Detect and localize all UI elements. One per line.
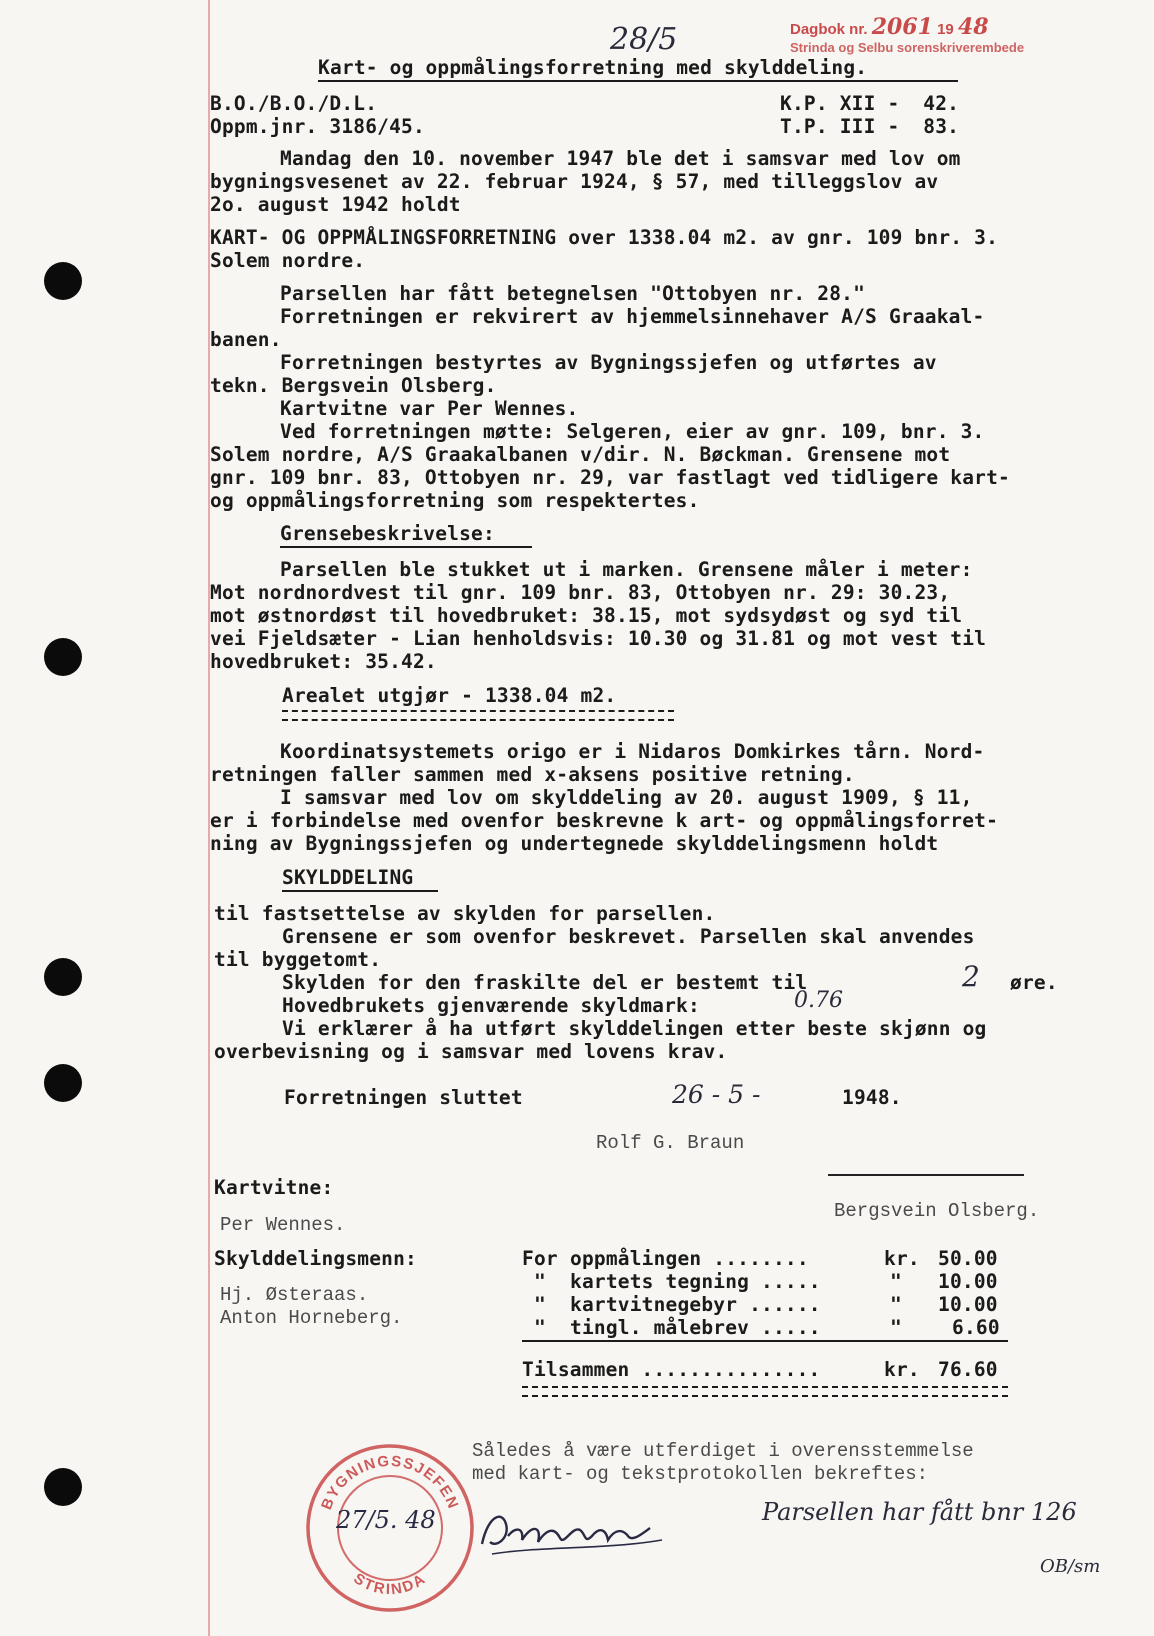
area-line: Arealet utgjør - 1338.04 m2. (282, 684, 617, 707)
sluttet-label: Forretningen sluttet (284, 1086, 523, 1109)
stamp-top-text: BYGNINGSSJEFEN (318, 1452, 462, 1513)
fee-total-amount: 76.60 (938, 1358, 998, 1381)
ref-right-2: T.P. III - 83. (780, 115, 960, 138)
punch-hole (44, 262, 82, 300)
body-line: Koordinatsystemets origo er i Nidaros Domkirkes tårn. Nord- (280, 740, 985, 763)
signature-scribble (472, 1496, 672, 1566)
fee-row-prefix: " (534, 1293, 546, 1316)
signature-bergsvein: Bergsvein Olsberg. (834, 1200, 1040, 1222)
fee-row-currency: " (890, 1293, 902, 1316)
body-line: overbevisning og i samsvar med lovens krav. (214, 1040, 728, 1063)
fee-row-amount: 6.60 (952, 1316, 1000, 1339)
body-line: Vi erklærer å ha utført skylddelingen etter beste skjønn og (282, 1017, 987, 1040)
body-line: og oppmålingsforretning som respektertes. (210, 489, 700, 512)
body-line: Kartvitne var Per Wennes. (280, 397, 579, 420)
fee-sum-rule (522, 1340, 1008, 1342)
body-line: ning av Bygningssjefen og undertegnede skylddelingsmenn holdt (210, 832, 939, 855)
fee-row-label: kartets tegning ..... (570, 1270, 821, 1293)
body-line: Skylden for den fraskilte del er bestemt til (282, 971, 808, 994)
punch-hole (44, 638, 82, 676)
sluttet-year: 1948. (842, 1086, 902, 1109)
handwritten-skyldmark-value: 0.76 (794, 988, 843, 1013)
certification-line: med kart- og tekstprotokollen bekreftes: (472, 1463, 929, 1485)
body-line: tekn. Bergsvein Olsberg. (210, 374, 497, 397)
body-line: gnr. 109 bnr. 83, Ottobyen nr. 29, var fastlagt ved tidligere kart- (210, 466, 1010, 489)
fee-row-prefix: For (522, 1247, 558, 1270)
body-line: hovedbruket: 35.42. (210, 650, 437, 673)
body-line: Solem nordre, A/S Graakalbanen v/dir. N. Bøckman. Grensene mot (210, 443, 951, 466)
fee-row-currency: " (890, 1270, 902, 1293)
handwritten-initials: OB/sm (1040, 1556, 1101, 1577)
fee-row-prefix: " (534, 1316, 546, 1339)
kartvitne-label: Kartvitne: (214, 1176, 334, 1199)
skyld-unit: øre. (1010, 971, 1058, 994)
signature-rolf-braun: Rolf G. Braun (596, 1132, 745, 1154)
stamp-embede-line: Strinda og Selbu sorenskriverembede (790, 40, 1025, 55)
body-line: bygningsvesenet av 22. februar 1924, § 57, med tilleggslov av (210, 170, 939, 193)
fee-row-currency: " (890, 1316, 902, 1339)
section-heading-grense: Grensebeskrivelse: (280, 522, 495, 545)
skylddelingsmann-2: Anton Horneberg. (220, 1307, 403, 1329)
ref-left-1: B.O./B.O./D.L. (210, 92, 378, 115)
body-line: mot østnordøst til hovedbruket: 38.15, mot sydsydøst og syd til (210, 604, 963, 627)
body-line: Hovedbrukets gjenværende skyldmark: (282, 994, 700, 1017)
fee-row-label: kartvitnegebyr ...... (570, 1293, 821, 1316)
skylddelingsmann-1: Hj. Østeraas. (220, 1284, 369, 1306)
punch-hole (44, 958, 82, 996)
signature-line (828, 1174, 1024, 1176)
body-line: til byggetomt. (214, 948, 382, 971)
punch-hole (44, 1064, 82, 1102)
title-underline (318, 80, 958, 82)
handwritten-date-top: 28/5 (610, 22, 678, 57)
body-line: Forretningen er rekvirert av hjemmelsinnehaver A/S Graakal- (280, 305, 985, 328)
kartvitne-name: Per Wennes. (220, 1214, 346, 1236)
body-line: Grensene er som ovenfor beskrevet. Parsellen skal anvendes (282, 925, 975, 948)
fee-row-amount: 10.00 (938, 1293, 998, 1316)
body-line: Parsellen ble stukket ut i marken. Grensene måler i meter: (280, 558, 973, 581)
handwritten-sluttet-date: 26 - 5 - (672, 1080, 761, 1109)
stamp-handwritten-date: 27/5. 48 (336, 1506, 436, 1534)
handwritten-note-bnr: Parsellen har fått bnr 126 (762, 1498, 1077, 1526)
body-line: 2o. august 1942 holdt (210, 193, 461, 216)
fee-row-label: oppmålingen ........ (570, 1247, 809, 1270)
body-line: Forretningen bestyrtes av Bygningssjefen og utførtes av (280, 351, 937, 374)
handwritten-skyld-value: 2 (962, 960, 980, 993)
skylddelingsmenn-label: Skylddelingsmenn: (214, 1247, 417, 1270)
body-line: er i forbindelse med ovenfor beskrevne k art- og oppmålingsforret- (210, 809, 999, 832)
body-line: I samsvar med lov om skylddeling av 20. august 1909, § 11, (280, 786, 973, 809)
fee-total-double-rule (522, 1386, 1008, 1397)
fee-row-prefix: " (534, 1270, 546, 1293)
body-line: vei Fjeldsæter - Lian henholdsvis: 10.30 og 31.81 og mot vest til (210, 627, 987, 650)
heading-underline (282, 890, 438, 892)
fee-row-currency: kr. (884, 1247, 920, 1270)
stamp-dagbok-line: Dagbok nr. 2061 19 48 (790, 14, 989, 40)
fee-row-amount: 50.00 (938, 1247, 998, 1270)
fee-row-amount: 10.00 (938, 1270, 998, 1293)
body-line: banen. (210, 328, 282, 351)
body-line: Ved forretningen møtte: Selgeren, eier av gnr. 109, bnr. 3. (280, 420, 985, 443)
fee-total-currency: kr. (884, 1358, 920, 1381)
body-line: KART- OG OPPMÅLINGSFORRETNING over 1338.04 m2. av gnr. 109 bnr. 3. (210, 226, 999, 249)
double-rule (282, 710, 674, 721)
svg-text:STRINDA (350, 1570, 429, 1598)
certification-line: Således å være utferdiget i overensstemmelse (472, 1440, 974, 1462)
ref-right-1: K.P. XII - 42. (780, 92, 960, 115)
stamp-bottom-text: STRINDA (350, 1569, 430, 1599)
body-line: Mandag den 10. november 1947 ble det i samsvar med lov om (280, 147, 961, 170)
body-line: Parsellen har fått betegnelsen "Ottobyen nr. 28." (280, 282, 866, 305)
heading-underline (280, 546, 532, 548)
handwritten-signature (472, 1496, 672, 1566)
fee-total-label: Tilsammen ............... (522, 1358, 821, 1381)
punch-hole (44, 1468, 82, 1506)
ref-left-2: Oppm.jnr. 3186/45. (210, 115, 425, 138)
body-line: til fastsettelse av skylden for parsellen. (214, 902, 716, 925)
body-line: Solem nordre. (210, 249, 366, 272)
body-line: retningen faller sammen med x-aksens positive retning. (210, 763, 855, 786)
fee-row-label: tingl. målebrev ..... (570, 1316, 821, 1339)
document-title: Kart- og oppmålingsforretning med skylddeling. (318, 56, 868, 79)
section-heading-skylddeling: SKYLDDELING (282, 866, 414, 889)
body-line: Mot nordnordvest til gnr. 109 bnr. 83, Ottobyen nr. 29: 30.23, (210, 581, 951, 604)
